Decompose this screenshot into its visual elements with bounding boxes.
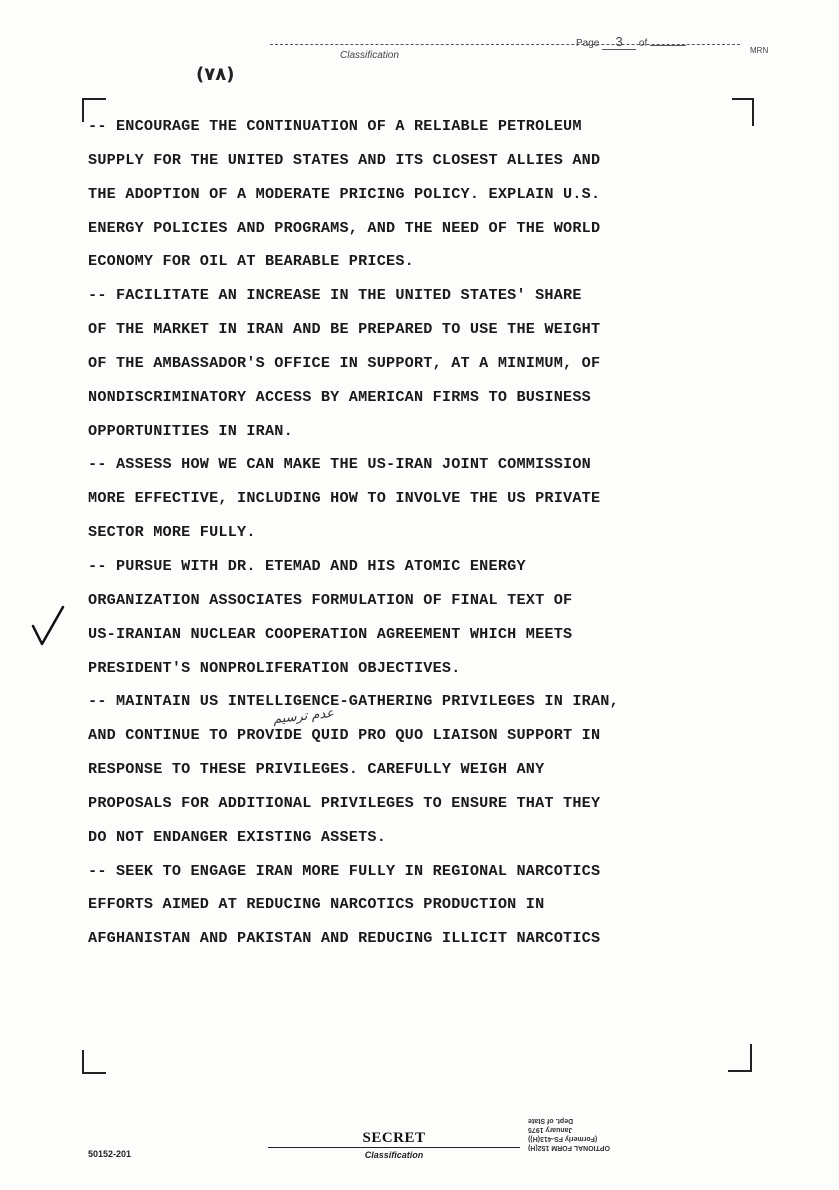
- text-line: AFGHANISTAN AND PAKISTAN AND REDUCING ILLICIT NARCOTICS: [88, 929, 601, 948]
- page-total-blank: [650, 45, 686, 46]
- text-line: -- SEEK TO ENGAGE IRAN MORE FULLY IN REGIONAL NARCOTICS: [88, 861, 601, 880]
- text-line: OPPORTUNITIES IN IRAN.: [88, 421, 293, 440]
- text-line: ECONOMY FOR OIL AT BEARABLE PRICES.: [88, 252, 414, 271]
- bracket-bottom-left: [82, 1050, 106, 1074]
- form-block-line: (Formerly FS-413(H)): [528, 1135, 598, 1142]
- body-text: [88, 110, 788, 956]
- text-line: MORE EFFECTIVE, INCLUDING HOW TO INVOLVE THE US PRIVATE: [88, 489, 601, 508]
- text-line: -- ASSESS HOW WE CAN MAKE THE US-IRAN JOINT COMMISSION: [88, 455, 591, 474]
- text-line: EFFORTS AIMED AT REDUCING NARCOTICS PRODUCTION IN: [88, 895, 545, 914]
- text-line: SUPPLY FOR THE UNITED STATES AND ITS CLOSEST ALLIES AND: [88, 150, 601, 169]
- text-line: PROPOSALS FOR ADDITIONAL PRIVILEGES TO ENSURE THAT THEY: [88, 793, 601, 812]
- text-line: OF THE AMBASSADOR'S OFFICE IN SUPPORT, AT A MINIMUM, OF: [88, 353, 601, 372]
- bracket-bottom-right: [728, 1044, 752, 1072]
- page-number: 3: [602, 34, 636, 50]
- text-line: OF THE MARKET IN IRAN AND BE PREPARED TO USE THE WEIGHT: [88, 320, 601, 339]
- page-of-label: of: [638, 38, 648, 49]
- handwritten-marginal-note: عدم ترسيم: [272, 705, 335, 728]
- form-number: 50152-201: [88, 1149, 132, 1159]
- text-line: RESPONSE TO THESE PRIVILEGES. CAREFULLY WEIGH ANY: [88, 760, 545, 779]
- text-line: THE ADOPTION OF A MODERATE PRICING POLICY. EXPLAIN U.S.: [88, 184, 601, 203]
- text-line: PRESIDENT'S NONPROLIFERATION OBJECTIVES.: [88, 658, 461, 677]
- handwritten-page-number: (٧٨): [196, 64, 235, 85]
- form-block-line: January 1975: [528, 1126, 573, 1133]
- text-line: ENERGY POLICIES AND PROGRAMS, AND THE NEED OF THE WORLD: [88, 218, 601, 237]
- text-line: US-IRANIAN NUCLEAR COOPERATION AGREEMENT WHICH MEETS: [88, 624, 573, 643]
- form-block-line: Dept. of State: [528, 1117, 574, 1124]
- text-line: NONDISCRIMINATORY ACCESS BY AMERICAN FIRMS TO BUSINESS: [88, 387, 591, 406]
- footer-rule: [268, 1147, 520, 1148]
- text-line: ORGANIZATION ASSOCIATES FORMULATION OF FINAL TEXT OF: [88, 590, 573, 609]
- text-line: -- FACILITATE AN INCREASE IN THE UNITED STATES' SHARE: [88, 286, 582, 305]
- text-line: SECTOR MORE FULLY.: [88, 523, 256, 542]
- text-line: DO NOT ENDANGER EXISTING ASSETS.: [88, 827, 387, 846]
- text-line: AND CONTINUE TO PROVIDE QUID PRO QUO LIAISON SUPPORT IN: [88, 726, 601, 745]
- mrn-label: MRN: [750, 46, 769, 55]
- footer-classification: SECRET: [362, 1130, 426, 1146]
- text-line: -- MAINTAIN US INTELLIGENCE-GATHERING PRIVILEGES IN IRAN,: [88, 692, 619, 711]
- text-line: -- PURSUE WITH DR. ETEMAD AND HIS ATOMIC ENERGY: [88, 556, 526, 575]
- footer-classification-label: Classification: [364, 1150, 424, 1160]
- header-classification-label: Classification: [340, 50, 399, 61]
- optional-form-block: [528, 1116, 658, 1152]
- page-label: Page: [576, 38, 600, 49]
- form-block-line: OPTIONAL FORM 152(H): [528, 1144, 610, 1151]
- header-page-indicator: [576, 34, 686, 50]
- check-mark-icon: [30, 604, 66, 648]
- text-line: -- ENCOURAGE THE CONTINUATION OF A RELIABLE PETROLEUM: [88, 117, 582, 135]
